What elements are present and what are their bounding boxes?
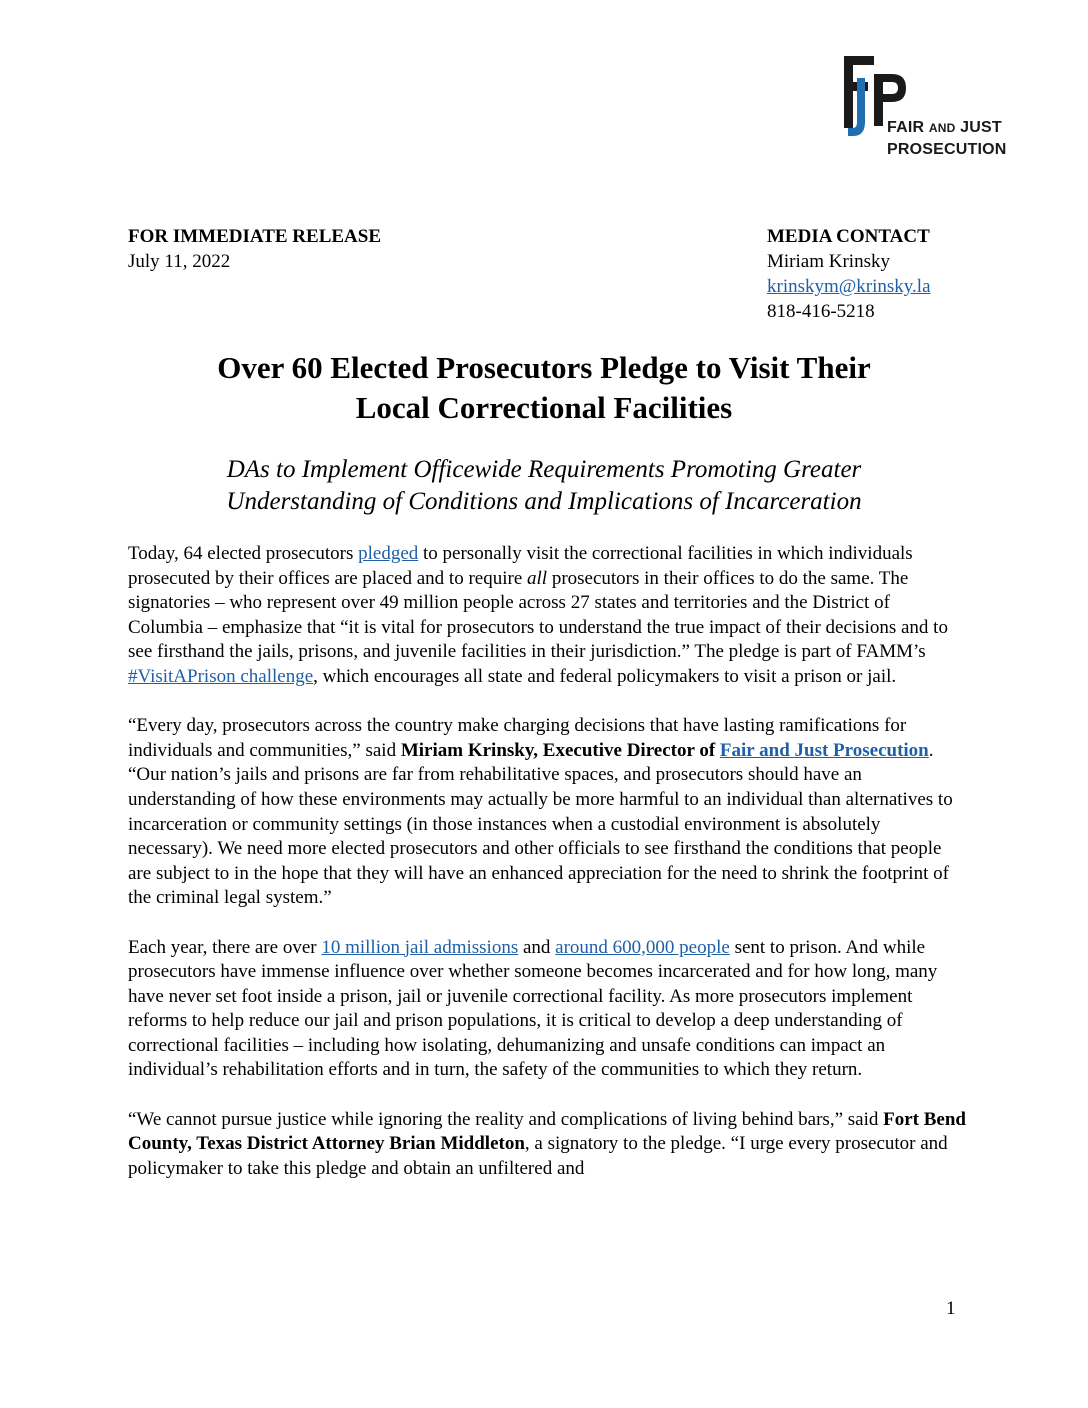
p2-speaker: Miriam Krinsky, Executive Director of [400,739,720,761]
p1-emphasis: all [527,567,548,589]
p1-text-1: Today, 64 elected prosecutors [128,543,359,564]
title-line-2: Local Correctional Facilities [355,390,733,425]
paragraph-3 [128,936,968,1084]
media-contact-label: MEDIA CONTACT [767,226,930,247]
prison-people-link[interactable]: around 600,000 people [555,936,730,958]
release-label: FOR IMMEDIATE RELEASE [128,226,382,247]
p1-text-4: , which encourages all state and federal policymakers to visit a prison or jail. [313,665,897,687]
logo-prosecution: PROSECUTION [887,141,1007,158]
body-text [128,542,968,1206]
media-contact-name: Miriam Krinsky [767,251,890,272]
logo-and: AND [928,121,956,135]
pledged-link[interactable]: pledged [358,543,419,564]
title-line-1: Over 60 Elected Prosecutors Pledge to Visit Their [217,350,871,385]
p2-text-1: “Every day, prosecutors across the country make charging decisions that have lasting ramifications for individuals and communities,” said [128,715,907,761]
release-date: July 11, 2022 [128,251,231,272]
p3-text-3: sent to prison. And while prosecutors have immense influence over whether someone becomes incarcerated and for how long, many have never set foot inside a prison, jail or juvenile correctional facility. As more prosecutors implement reforms to help reduce our jail and prison populations, it is critical to develop a deep understanding of correctional facilities – including how isolating, dehumanizing and unsafe conditions can impact an individual’s rehabilitation efforts and in turn, the safety of the communities to which they return. [128,936,938,1081]
media-contact-phone: 818-416-5218 [767,301,875,322]
p4-text-2: , a signatory to the pledge. “I urge every prosecutor and policymaker to take this pledge and obtain an unfiltered and [128,1133,948,1179]
press-release-title [80,348,1008,428]
logo-just: JUST [960,119,1002,136]
paragraph-2 [128,714,968,911]
p2-text-2: . “Our nation’s jails and prisons are far from rehabilitative spaces, and prosecutors should have an understanding of how these environments may actually be more harmful to an individual than alternatives to incarceration or community settings (in those instances when a custodial environment is absolutely necessary). We need more elected prosecutors and other officials to see firsthand the conditions that people are subject to in the hope that they will have an enhanced appreciation for the need to shrink the footprint of the criminal legal system.” [128,739,953,909]
visitaprison-link[interactable]: #VisitAPrison challenge [128,665,314,687]
logo-fair: FAIR [887,119,925,136]
page-number: 1 [946,1298,956,1319]
p3-text-2: and [518,936,556,958]
jail-admissions-link[interactable]: 10 million jail admissions [321,936,519,958]
p3-text-1: Each year, there are over [128,936,322,958]
p1-text-3: prosecutors in their offices to do the same. The signatories – who represent over 49 million people across 27 states and territories and the District of Columbia – emphasize that “it is vital for prosecutors to understand the true impact of their decisions and to see firsthand the jails, prisons, and juvenile facilities in their jurisdiction.” The pledge is part of FAMM’s [128,567,948,663]
media-contact-block [767,224,931,324]
subtitle-line-2: Understanding of Conditions and Implications of Incarceration [226,488,862,515]
p4-speaker: Fort Bend County, Texas District Attorney Brian Middleton [128,1108,966,1155]
release-block [128,224,381,274]
p1-text-2: to personally visit the correctional facilities in which individuals prosecuted by their offices are placed and to require [128,543,913,589]
paragraph-1 [128,542,968,690]
media-contact-email-link[interactable]: krinskym@krinsky.la [767,276,931,297]
logo-wordmark [887,117,1007,161]
press-release-subtitle [80,454,1008,518]
p4-text-1: “We cannot pursue justice while ignoring the reality and complications of living behind bars,” said [128,1108,884,1130]
paragraph-4 [128,1108,968,1182]
subtitle-line-1: DAs to Implement Officewide Requirements Promoting Greater [226,456,862,483]
fjp-link[interactable]: Fair and Just Prosecution [719,739,929,761]
